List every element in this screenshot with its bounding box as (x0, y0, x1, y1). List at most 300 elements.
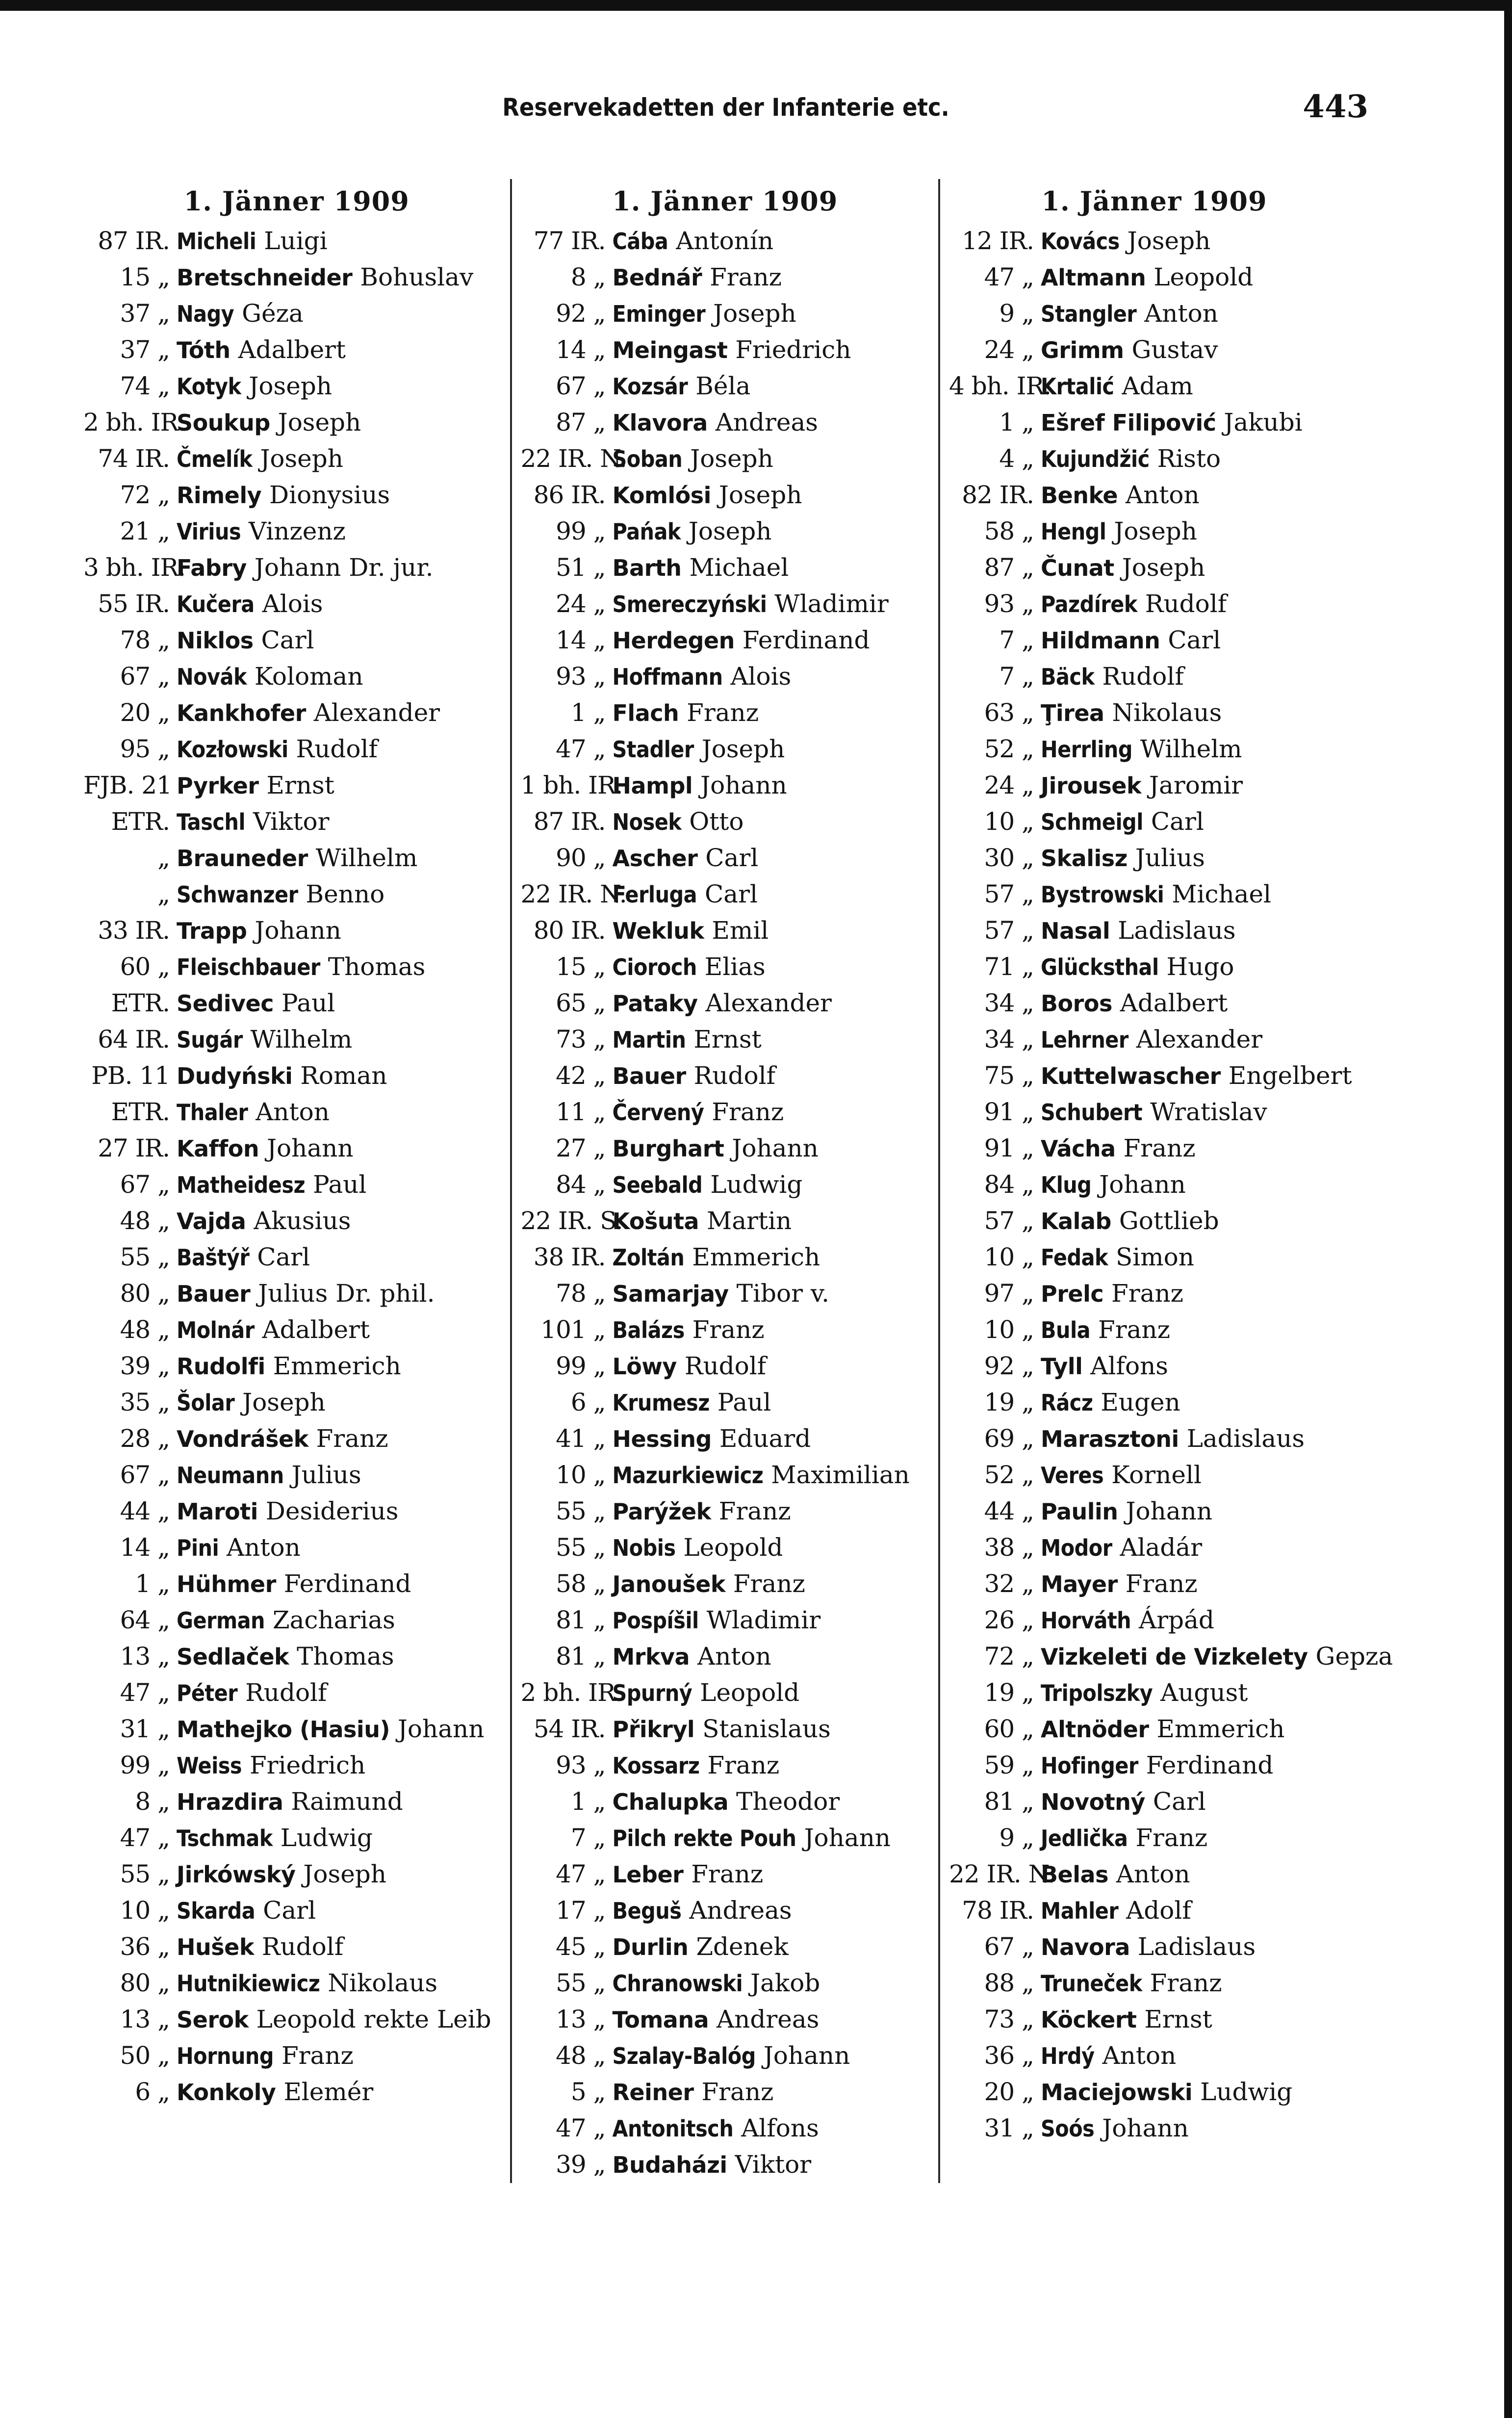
unit-reference: 69 „ (984, 1424, 1034, 1453)
given-name: Alexander (1136, 1025, 1263, 1054)
surname: Stadler (612, 736, 694, 763)
surname: Bäck (1041, 664, 1095, 690)
entry-text (613, 1058, 939, 1094)
unit-reference: 24 „ (556, 590, 606, 618)
unit-reference: 64 „ (120, 1606, 170, 1634)
surname: Chalupka (612, 1789, 729, 1815)
given-name: Wilhelm (315, 844, 418, 872)
given-name: Eduard (719, 1424, 811, 1453)
surname: Budaházi (612, 2152, 727, 2178)
entry-text (1041, 1748, 1368, 1784)
entry-text (613, 1820, 939, 1856)
entry-text (613, 622, 939, 659)
list-item (512, 1203, 939, 1239)
entry-text (177, 223, 510, 259)
unit-reference: 78 „ (556, 1279, 606, 1308)
entry-text (177, 913, 510, 949)
list-item (83, 1856, 510, 1893)
list-item (940, 1639, 1393, 1675)
surname: Serok (177, 2006, 249, 2033)
entry-text (613, 586, 939, 622)
list-item (940, 1385, 1368, 1421)
unit-reference: 57 „ (984, 916, 1034, 945)
given-name: Adolf (1126, 1896, 1191, 1925)
unit-reference: 36 „ (120, 1932, 170, 1961)
column-heading: 1. Jänner 1909 (1041, 185, 1267, 217)
entry-text (1041, 1566, 1368, 1602)
list-item (940, 259, 1368, 296)
entry-text (177, 622, 510, 659)
given-name: Risto (1157, 444, 1221, 473)
entry-text (613, 296, 939, 332)
list-item (83, 477, 510, 514)
given-name: Ladislaus (1137, 1932, 1256, 1961)
unit-reference: 15 „ (556, 952, 606, 981)
surname: Barth (612, 555, 682, 581)
surname: Bula (1041, 1317, 1091, 1343)
unit-reference: 80 „ (120, 1969, 170, 1997)
given-name: Johann (763, 2041, 850, 2070)
surname: Schubert (1041, 1099, 1143, 1126)
running-title: Reservekadetten der Infanterie etc. (502, 93, 949, 122)
given-name: Elemér (283, 2078, 374, 2106)
list-item (512, 1131, 939, 1167)
list-item (83, 804, 510, 840)
given-name: Joseph (690, 444, 773, 473)
given-name: Franz (707, 1751, 780, 1779)
given-name: Johann (1126, 1497, 1213, 1525)
list-item (940, 1058, 1368, 1094)
entry-text (177, 1348, 510, 1385)
list-item (83, 1385, 510, 1421)
surname: Kučera (177, 591, 255, 617)
given-name: Emmerich (1156, 1715, 1285, 1743)
entry-text (613, 259, 939, 296)
entry-text (1041, 296, 1368, 332)
unit-reference: 57 „ (984, 880, 1034, 908)
unit-reference: 45 „ (556, 1932, 606, 1961)
unit-reference: 80 „ (120, 1279, 170, 1308)
surname: Krtalić (1041, 373, 1114, 400)
unit-reference: 97 „ (984, 1279, 1034, 1308)
unit-reference: 6 „ (570, 1388, 606, 1416)
list-item (83, 913, 510, 949)
entry-text (613, 659, 939, 695)
given-name: Koloman (254, 662, 363, 691)
given-name: Julius (1135, 844, 1205, 872)
surname: Péter (177, 1680, 238, 1706)
column-heading: 1. Jänner 1909 (183, 185, 410, 217)
unit-reference: 87 IR. (98, 227, 170, 255)
surname: Meingast (612, 337, 728, 363)
surname: Hrazdira (177, 1789, 283, 1815)
entry-text (613, 332, 939, 368)
surname: German (177, 1607, 265, 1634)
given-name: Theodor (736, 1787, 840, 1816)
surname: Reiner (612, 2079, 694, 2106)
given-name: Akusius (254, 1207, 351, 1235)
surname: Belas (1041, 1861, 1108, 1888)
unit-reference: 92 „ (556, 299, 606, 328)
unit-reference: 8 „ (135, 1787, 170, 1816)
unit-reference: 22 IR. N. (520, 880, 627, 908)
surname: Samarjay (612, 1281, 729, 1307)
entry-text (177, 695, 510, 731)
list-item (512, 622, 939, 659)
surname: Virius (177, 518, 241, 545)
surname: Bauer (177, 1281, 251, 1307)
unit-reference: ETR. (111, 1098, 170, 1126)
list-item (83, 1711, 510, 1748)
surname: Taschl (177, 809, 246, 835)
surname: Micheli (177, 228, 256, 255)
surname: Vizkeleti de Vizkelety (1041, 1644, 1308, 1670)
unit-reference: 77 IR. (533, 227, 606, 255)
unit-reference: 35 „ (120, 1388, 170, 1416)
surname: Pini (177, 1535, 219, 1561)
unit-reference: 80 IR. (533, 916, 606, 945)
given-name: Andreas (717, 2005, 820, 2033)
surname: Konkoly (177, 2079, 276, 2106)
list-item (940, 2074, 1368, 2110)
surname: Bretschneider (177, 264, 353, 291)
given-name: Johann (1102, 2114, 1189, 2142)
unit-reference: 34 „ (984, 1025, 1034, 1054)
list-item (940, 477, 1368, 514)
surname: Kozsár (612, 373, 688, 400)
list-item (940, 985, 1368, 1022)
given-name: Anton (1116, 1860, 1190, 1888)
entry-text (1041, 1602, 1368, 1639)
surname: Mathejko (Hasiu) (177, 1716, 390, 1743)
surname: Mrkva (612, 1644, 690, 1670)
given-name: Joseph (688, 517, 772, 545)
surname: Thaler (177, 1099, 248, 1126)
entry-text (177, 1929, 510, 1965)
unit-reference: 81 „ (556, 1642, 606, 1671)
given-name: Joseph (303, 1860, 386, 1888)
entry-text (1041, 659, 1368, 695)
given-name: Wladimir (774, 590, 889, 618)
list-item (83, 695, 510, 731)
list-item (940, 2110, 1368, 2147)
entry-text (1041, 913, 1368, 949)
surname: Horváth (1041, 1607, 1131, 1634)
list-item (512, 1457, 939, 1493)
unit-reference: 84 „ (556, 1170, 606, 1199)
given-name: Gepza (1315, 1642, 1393, 1671)
surname: Baštýř (177, 1244, 250, 1271)
unit-reference: ETR. (111, 989, 170, 1017)
unit-reference: 81 „ (984, 1787, 1034, 1816)
entry-text (177, 804, 510, 840)
unit-reference: 47 „ (556, 1860, 606, 1888)
entry-text (613, 1493, 939, 1530)
given-name: Luigi (264, 227, 328, 255)
list-item (512, 1784, 939, 1820)
entry-text (613, 1639, 939, 1675)
surname: Skalisz (1041, 845, 1128, 872)
unit-reference: 50 „ (120, 2041, 170, 2070)
entry-text (177, 876, 510, 913)
entry-text (177, 1022, 510, 1058)
entry-text (613, 2110, 939, 2147)
given-name: Ferdinand (283, 1569, 411, 1598)
list-item (512, 1348, 939, 1385)
unit-reference: 47 „ (120, 1824, 170, 1852)
surname: Köckert (1041, 2006, 1137, 2033)
unit-reference: 55 „ (556, 1969, 606, 1997)
unit-reference: 11 „ (556, 1098, 606, 1126)
given-name: Franz (692, 1315, 765, 1344)
list-item (940, 1784, 1368, 1820)
entry-text (613, 1748, 939, 1784)
list-item (940, 768, 1368, 804)
unit-reference: 67 „ (984, 1932, 1034, 1961)
list-item (940, 840, 1368, 876)
unit-reference: 32 „ (984, 1569, 1034, 1598)
given-name: Ludwig (710, 1170, 803, 1199)
unit-reference: 74 IR. (98, 444, 170, 473)
unit-reference: 33 IR. (98, 916, 170, 945)
entry-text (1041, 1639, 1403, 1675)
list-item (940, 1131, 1368, 1167)
given-name: Maximilian (771, 1461, 910, 1489)
given-name: Anton (1102, 2041, 1177, 2070)
entry-text (1041, 1965, 1368, 2002)
given-name: Rudolf (693, 1061, 776, 1090)
list-item (940, 405, 1368, 441)
entry-text (613, 1239, 939, 1276)
entry-text (613, 731, 939, 768)
list-item (940, 1675, 1368, 1711)
given-name: Árpád (1139, 1606, 1214, 1634)
entry-text (1041, 804, 1368, 840)
list-item (83, 876, 510, 913)
entry-text (613, 2002, 939, 2038)
list-item (512, 1965, 939, 2002)
unit-reference: 7 „ (999, 626, 1034, 654)
unit-reference: 84 „ (984, 1170, 1034, 1199)
given-name: Emmerich (692, 1243, 820, 1271)
unit-reference: 47 „ (556, 2114, 606, 2142)
unit-reference: 67 „ (120, 662, 170, 691)
unit-reference: 54 IR. (533, 1715, 606, 1743)
list-item (940, 695, 1368, 731)
list-item (512, 477, 939, 514)
list-item (512, 1421, 939, 1457)
entry-text (613, 1530, 939, 1566)
given-name: Carl (263, 1896, 316, 1925)
given-name: Benno (306, 880, 385, 908)
list-item (512, 1675, 939, 1711)
list-item (512, 1748, 939, 1784)
given-name: Franz (1111, 1279, 1183, 1308)
entry-text (177, 1530, 510, 1566)
entry-text (177, 1820, 510, 1856)
given-name: Carl (1151, 807, 1204, 836)
entry-text (177, 1493, 510, 1530)
unit-reference: 47 „ (120, 1678, 170, 1707)
entry-text (613, 1711, 939, 1748)
entry-text (613, 1312, 939, 1348)
unit-reference: 101 „ (540, 1315, 606, 1344)
list-item (940, 2038, 1368, 2074)
entry-text (1041, 1348, 1368, 1385)
entry-text (1041, 1203, 1368, 1239)
entry-text (613, 1421, 939, 1457)
unit-reference: 4 „ (999, 444, 1034, 473)
given-name: Michael (1172, 880, 1272, 908)
unit-reference: 44 „ (120, 1497, 170, 1525)
surname: Bystrowski (1041, 881, 1164, 908)
list-item (940, 1457, 1368, 1493)
surname: Stangler (1041, 301, 1137, 327)
entry-text (177, 1094, 510, 1131)
surname: Pazdírek (1041, 591, 1137, 617)
unit-reference: 34 „ (984, 989, 1034, 1017)
list-item (940, 368, 1368, 405)
list-item (512, 1566, 939, 1602)
given-name: Johann (397, 1715, 485, 1743)
given-name: August (1160, 1678, 1248, 1707)
unit-reference: 99 „ (120, 1751, 170, 1779)
given-name: Joseph (701, 735, 785, 763)
list-item (512, 913, 939, 949)
list-item (83, 768, 510, 804)
unit-reference: 52 „ (984, 1461, 1034, 1489)
given-name: Anton (1144, 299, 1218, 328)
given-name: Ladislaus (1118, 916, 1236, 945)
given-name: Friedrich (735, 335, 851, 364)
list-item (83, 1639, 510, 1675)
entry-text (613, 1965, 939, 2002)
surname: Trapp (177, 918, 247, 944)
entry-text (177, 1675, 510, 1711)
given-name: Johann (700, 771, 787, 799)
unit-reference: 55 „ (556, 1533, 606, 1562)
given-name: Anton (256, 1098, 330, 1126)
list-item (83, 368, 510, 405)
surname: Altmann (1041, 264, 1146, 291)
entry-text (613, 1022, 939, 1058)
list-item (512, 1276, 939, 1312)
list-item (940, 876, 1368, 913)
given-name: Elias (704, 952, 766, 981)
given-name: Franz (718, 1497, 791, 1525)
unit-reference: 78 „ (120, 626, 170, 654)
entry-text (177, 477, 510, 514)
list-item (512, 768, 939, 804)
surname: Matheidesz (177, 1172, 306, 1198)
surname: Eminger (612, 301, 706, 327)
entry-text (1041, 1131, 1368, 1167)
list-item (83, 840, 510, 876)
unit-reference: 99 „ (556, 1352, 606, 1380)
column-1 (83, 179, 510, 2183)
list-item (512, 441, 939, 477)
given-name: Zacharias (272, 1606, 395, 1634)
list-item (512, 2147, 939, 2183)
unit-reference: 78 IR. (962, 1896, 1034, 1925)
unit-reference: 60 „ (984, 1715, 1034, 1743)
unit-reference: 17 „ (556, 1896, 606, 1925)
list-item (512, 1022, 939, 1058)
given-name: Desiderius (265, 1497, 399, 1525)
list-item (940, 1748, 1368, 1784)
list-item (940, 1312, 1368, 1348)
entry-text (177, 1203, 510, 1239)
entry-text (1041, 876, 1368, 913)
surname: Sugár (177, 1027, 243, 1053)
given-name: Bohuslav (360, 263, 474, 291)
unit-reference: 38 IR. (533, 1243, 606, 1271)
unit-reference: 47 „ (556, 735, 606, 763)
entry-text (177, 2002, 510, 2038)
surname: Krumesz (612, 1389, 710, 1416)
surname: Antonitsch (612, 2115, 734, 2142)
surname: Kaffon (177, 1135, 259, 1162)
surname: Fedak (1041, 1244, 1108, 1271)
entry-text (613, 1784, 939, 1820)
surname: Pańak (612, 518, 681, 545)
unit-reference: 58 „ (556, 1569, 606, 1598)
entry-text (177, 1131, 510, 1167)
list-item (940, 1493, 1368, 1530)
list-item (83, 1022, 510, 1058)
unit-reference: 10 „ (984, 807, 1034, 836)
list-item (940, 296, 1368, 332)
unit-reference: 90 „ (556, 844, 606, 872)
unit-reference: 72 „ (120, 481, 170, 509)
unit-reference: FJB. 21 (83, 771, 172, 799)
list-item (512, 1058, 939, 1094)
entry-text (177, 586, 510, 622)
surname: Szalay-Balóg (612, 2043, 756, 2069)
unit-reference: 63 „ (984, 698, 1034, 727)
given-name: Jaromir (1149, 771, 1243, 799)
given-name: Carl (705, 880, 758, 908)
unit-reference: 73 „ (984, 2005, 1034, 2033)
surname: Neumann (177, 1462, 284, 1489)
list-item (512, 1530, 939, 1566)
surname: Tripolszky (1041, 1680, 1153, 1706)
list-item (83, 1675, 510, 1711)
surname: Truneček (1041, 1970, 1142, 1997)
unit-reference: 2 bh. IR. (520, 1678, 623, 1707)
list-item (512, 2074, 939, 2110)
surname: Vajda (177, 1208, 246, 1235)
entry-text (1041, 586, 1368, 622)
entry-text (177, 514, 510, 550)
given-name: Johann (255, 916, 341, 945)
entry-text (177, 949, 510, 985)
given-name: Nikolaus (1112, 698, 1222, 727)
entry-text (613, 405, 939, 441)
given-name: Ludwig (280, 1824, 373, 1852)
list-item (940, 2002, 1368, 2038)
surname: Hrdý (1041, 2043, 1095, 2069)
list-item (940, 659, 1368, 695)
list-item (83, 949, 510, 985)
surname: Jirousek (1041, 772, 1142, 799)
surname: Herrling (1041, 736, 1132, 763)
given-name: Franz (1125, 1569, 1198, 1598)
given-name: Paul (281, 989, 335, 1017)
list-item (512, 1094, 939, 1131)
surname: Lehrner (1041, 1027, 1128, 1053)
list-item (940, 1893, 1368, 1929)
